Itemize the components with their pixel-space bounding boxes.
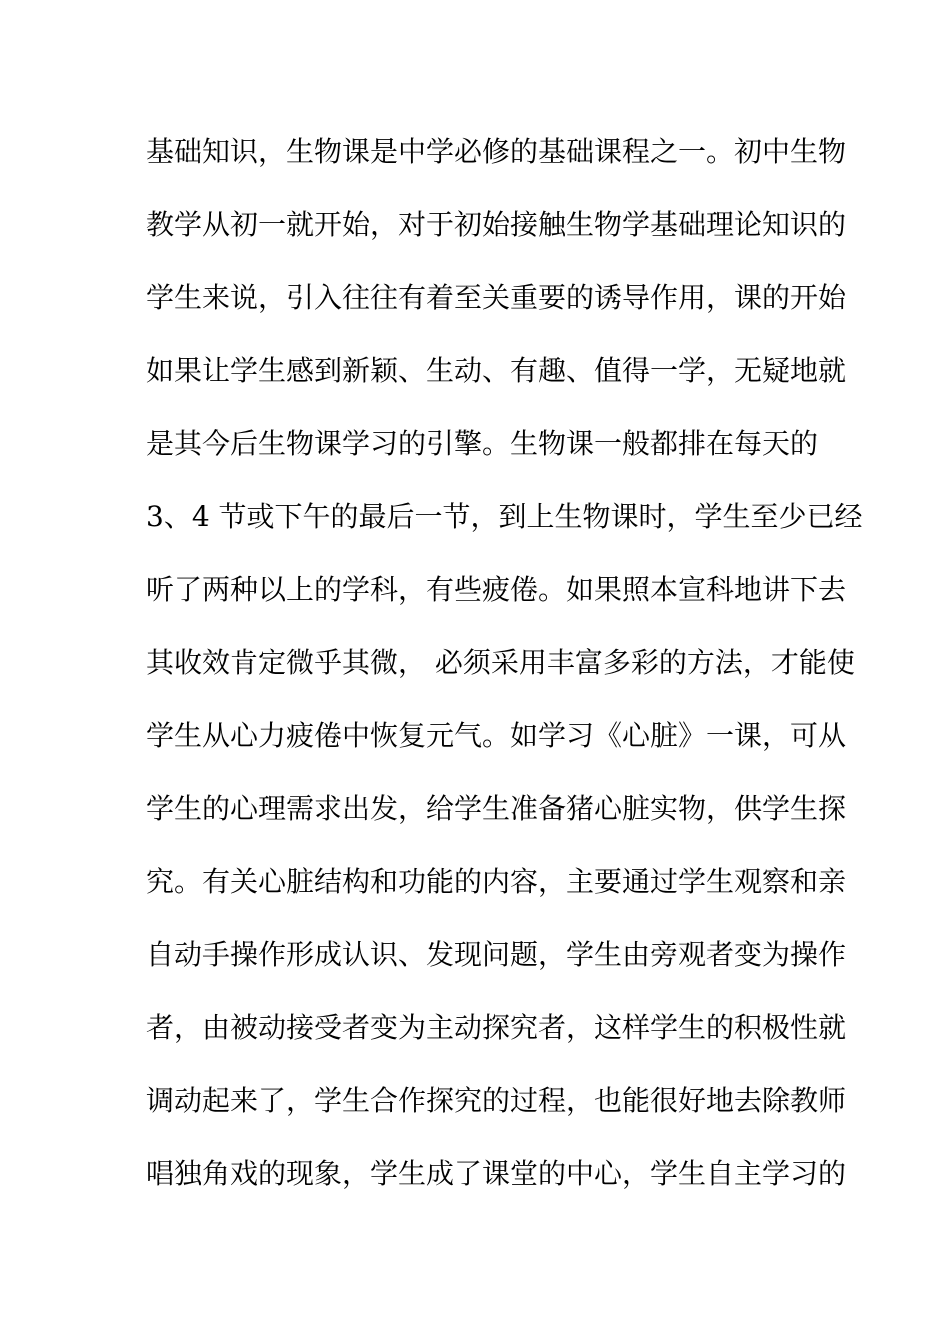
text-line: 是其今后生物课学习的引擎。生物课一般都排在每天的 bbox=[146, 427, 819, 460]
text-line: 学生从心力疲倦中恢复元气。如学习《心脏》一课，可从 bbox=[146, 719, 847, 752]
text-line: 教学从初一就开始，对于初始接触生物学基础理论知识的 bbox=[146, 208, 847, 241]
text-line: 3、4 节或下午的最后一节，到上生物课时，学生至少已经 bbox=[146, 500, 863, 533]
text-line: 如果让学生感到新颖、生动、有趣、值得一学，无疑地就 bbox=[146, 354, 847, 387]
text-line: 基础知识，生物课是中学必修的基础课程之一。初中生物 bbox=[146, 135, 847, 168]
text-line: 听了两种以上的学科，有些疲倦。如果照本宣科地讲下去 bbox=[146, 573, 847, 606]
text-line: 究。有关心脏结构和功能的内容，主要通过学生观察和亲 bbox=[146, 865, 847, 898]
text-line: 其收效肯定微乎其微， 必须采用丰富多彩的方法，才能使 bbox=[146, 646, 855, 679]
text-line: 者，由被动接受者变为主动探究者，这样学生的积极性就 bbox=[146, 1011, 847, 1044]
text-line: 自动手操作形成认识、发现问题，学生由旁观者变为操作 bbox=[146, 938, 847, 971]
text-line: 调动起来了，学生合作探究的过程，也能很好地去除教师 bbox=[146, 1084, 847, 1117]
text-line: 唱独角戏的现象，学生成了课堂的中心，学生自主学习的 bbox=[146, 1157, 847, 1190]
text-line: 学生来说，引入往往有着至关重要的诱导作用，课的开始 bbox=[146, 281, 847, 314]
body-text bbox=[146, 128, 863, 1223]
text-line: 学生的心理需求出发，给学生准备猪心脏实物，供学生探 bbox=[146, 792, 847, 825]
